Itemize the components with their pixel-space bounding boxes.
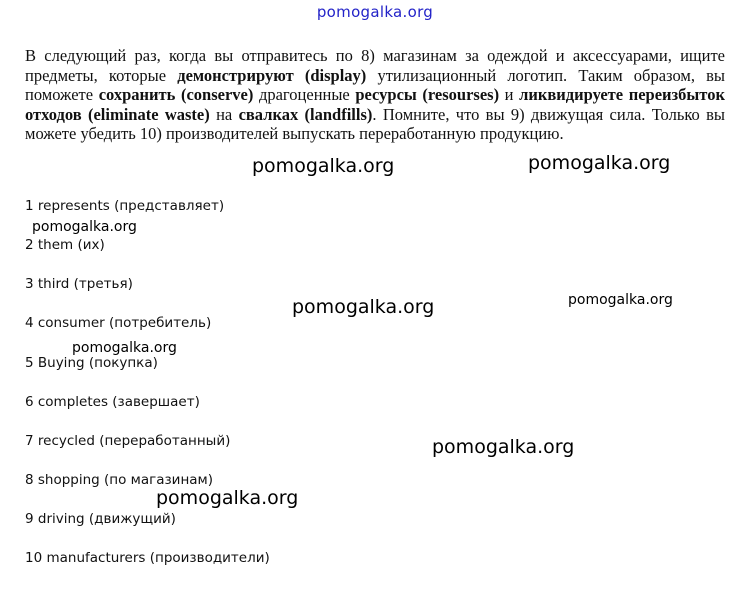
watermark: pomogalka.org: [156, 487, 299, 509]
para-bold-conserve: сохранить (conserve): [98, 85, 254, 105]
answer-item-6: 6 completes (завершает): [25, 394, 200, 410]
para-text-2: утилизационный логотип. Таким образом, вы поможете: [25, 65, 725, 105]
answer-item-4: 4 consumer (потребитель): [25, 315, 212, 331]
watermark: pomogalka.org: [252, 155, 395, 177]
answer-item-2: 2 them (их): [25, 237, 105, 253]
answer-item-8: 8 shopping (по магазинам): [25, 472, 214, 488]
para-bold-landfills: свалках (landfills): [238, 104, 373, 124]
site-header-link[interactable]: pomogalka.org: [316, 3, 434, 21]
watermark: pomogalka.org: [32, 219, 137, 235]
para-bold-eliminate-waste: ликвидируете переизбыток отходов (eliminate waste): [25, 85, 725, 124]
answer-item-7: 7 recycled (переработанный): [25, 433, 231, 449]
para-text-6: . Помните, что вы 9) движущая сила. Только вы можете убедить 10) производителей выпускать переработанную продукцию.: [25, 104, 725, 144]
para-text-5: на: [209, 104, 239, 124]
watermark: pomogalka.org: [292, 296, 435, 318]
answer-item-3: 3 third (третья): [25, 276, 133, 292]
answer-item-9: 9 driving (движущий): [25, 511, 176, 527]
answer-item-1: 1 represents (представляет): [25, 198, 225, 214]
watermark: pomogalka.org: [432, 436, 575, 458]
answer-item-10: 10 manufacturers (производители): [25, 550, 270, 566]
answer-item-5: 5 Buying (покупка): [25, 355, 158, 371]
para-text-3: драгоценные: [253, 85, 356, 105]
para-text-4: и: [499, 85, 520, 105]
watermark: pomogalka.org: [72, 340, 177, 356]
exercise-paragraph: [25, 46, 725, 144]
watermark: pomogalka.org: [528, 152, 671, 174]
watermark: pomogalka.org: [568, 292, 673, 308]
para-bold-display: демонстрируют (display): [177, 65, 367, 85]
para-bold-resources: ресурсы (resourses): [355, 85, 500, 105]
para-text-1: В следующий раз, когда вы отправитесь по 8) магазинам за одеждой и аксессуарами, ищите предметы, которые: [25, 46, 725, 85]
